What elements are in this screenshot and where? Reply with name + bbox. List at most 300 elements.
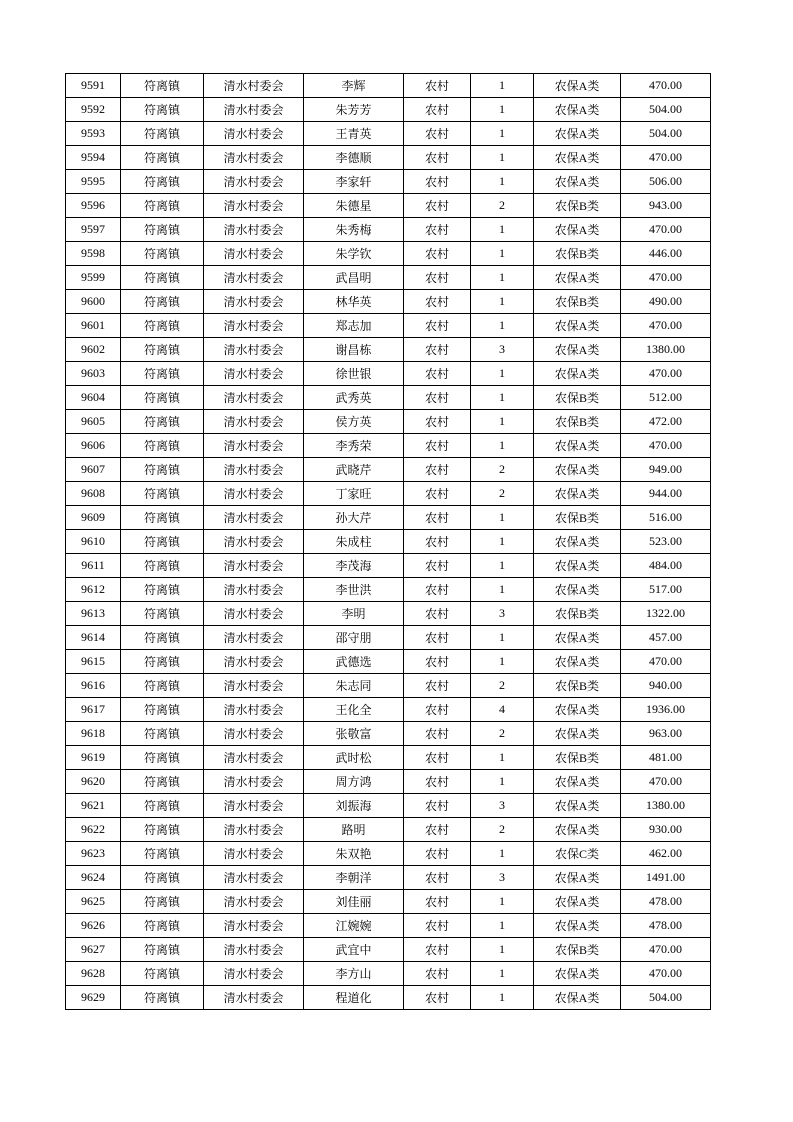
table-cell: 李方山	[304, 962, 404, 986]
table-cell: 农村	[404, 386, 471, 410]
table-cell: 9609	[66, 506, 121, 530]
table-cell: 9625	[66, 890, 121, 914]
table-cell: 农村	[404, 338, 471, 362]
table-cell: 符离镇	[121, 314, 204, 338]
table-row	[66, 986, 711, 1010]
table-cell: 农保A类	[534, 722, 621, 746]
table-cell: 郑志加	[304, 314, 404, 338]
table-cell: 1	[471, 626, 534, 650]
table-cell: 符离镇	[121, 242, 204, 266]
table-cell: 清水村委会	[204, 386, 304, 410]
table-row	[66, 506, 711, 530]
table-cell: 农村	[404, 98, 471, 122]
table-cell: 1	[471, 506, 534, 530]
table-cell: 农村	[404, 170, 471, 194]
table-cell: 符离镇	[121, 914, 204, 938]
table-cell: 1	[471, 170, 534, 194]
table-cell: 1	[471, 410, 534, 434]
table-cell: 9600	[66, 290, 121, 314]
table-cell: 清水村委会	[204, 194, 304, 218]
table-cell: 李德顺	[304, 146, 404, 170]
table-row	[66, 578, 711, 602]
table-cell: 农村	[404, 650, 471, 674]
table-cell: 940.00	[621, 674, 711, 698]
table-cell: 1936.00	[621, 698, 711, 722]
table-cell: 1	[471, 266, 534, 290]
table-cell: 478.00	[621, 890, 711, 914]
table-cell: 3	[471, 602, 534, 626]
table-cell: 农保A类	[534, 314, 621, 338]
table-cell: 农村	[404, 842, 471, 866]
table-cell: 符离镇	[121, 794, 204, 818]
table-row	[66, 410, 711, 434]
table-row	[66, 626, 711, 650]
table-cell: 9628	[66, 962, 121, 986]
table-cell: 清水村委会	[204, 890, 304, 914]
table-cell: 农保B类	[534, 506, 621, 530]
table-cell: 3	[471, 866, 534, 890]
table-cell: 470.00	[621, 266, 711, 290]
table-cell: 清水村委会	[204, 338, 304, 362]
table-cell: 符离镇	[121, 122, 204, 146]
table-cell: 1	[471, 362, 534, 386]
table-cell: 1	[471, 218, 534, 242]
table-cell: 963.00	[621, 722, 711, 746]
table-cell: 清水村委会	[204, 218, 304, 242]
table-cell: 清水村委会	[204, 98, 304, 122]
table-cell: 清水村委会	[204, 698, 304, 722]
table-row	[66, 890, 711, 914]
table-cell: 470.00	[621, 362, 711, 386]
table-cell: 程道化	[304, 986, 404, 1010]
table-cell: 侯方英	[304, 410, 404, 434]
table-cell: 9624	[66, 866, 121, 890]
table-cell: 9597	[66, 218, 121, 242]
table-cell: 农保B类	[534, 290, 621, 314]
table-cell: 朱志同	[304, 674, 404, 698]
table-cell: 470.00	[621, 938, 711, 962]
table-cell: 刘振海	[304, 794, 404, 818]
table-cell: 944.00	[621, 482, 711, 506]
table-row	[66, 530, 711, 554]
table-cell: 符离镇	[121, 722, 204, 746]
table-cell: 周方鸿	[304, 770, 404, 794]
table-cell: 农保A类	[534, 578, 621, 602]
table-cell: 农保B类	[534, 746, 621, 770]
table-cell: 清水村委会	[204, 986, 304, 1010]
table-cell: 符离镇	[121, 362, 204, 386]
table-cell: 符离镇	[121, 650, 204, 674]
table-cell: 农保A类	[534, 266, 621, 290]
table-cell: 农村	[404, 434, 471, 458]
table-cell: 农村	[404, 554, 471, 578]
table-cell: 符离镇	[121, 98, 204, 122]
table-row	[66, 362, 711, 386]
table-cell: 符离镇	[121, 962, 204, 986]
table-cell: 农保A类	[534, 698, 621, 722]
table-cell: 9596	[66, 194, 121, 218]
table-cell: 符离镇	[121, 866, 204, 890]
table-cell: 9623	[66, 842, 121, 866]
table-cell: 清水村委会	[204, 626, 304, 650]
table-cell: 1322.00	[621, 602, 711, 626]
table-cell: 470.00	[621, 314, 711, 338]
table-cell: 1	[471, 770, 534, 794]
table-cell: 符离镇	[121, 746, 204, 770]
table-cell: 清水村委会	[204, 482, 304, 506]
table-cell: 470.00	[621, 962, 711, 986]
table-row	[66, 602, 711, 626]
table-cell: 1	[471, 986, 534, 1010]
table-cell: 2	[471, 194, 534, 218]
table-cell: 符离镇	[121, 386, 204, 410]
table-cell: 9612	[66, 578, 121, 602]
table-cell: 470.00	[621, 146, 711, 170]
table-cell: 清水村委会	[204, 458, 304, 482]
table-cell: 9616	[66, 674, 121, 698]
table-cell: 农村	[404, 818, 471, 842]
table-cell: 孙大芹	[304, 506, 404, 530]
table-cell: 刘佳丽	[304, 890, 404, 914]
table-cell: 农保A类	[534, 914, 621, 938]
table-cell: 470.00	[621, 218, 711, 242]
table-cell: 农保A类	[534, 530, 621, 554]
table-cell: 9621	[66, 794, 121, 818]
table-row	[66, 242, 711, 266]
table-cell: 清水村委会	[204, 818, 304, 842]
table-cell: 农村	[404, 890, 471, 914]
table-row	[66, 818, 711, 842]
table-cell: 9618	[66, 722, 121, 746]
table-cell: 清水村委会	[204, 146, 304, 170]
table-cell: 1	[471, 386, 534, 410]
table-row	[66, 698, 711, 722]
table-cell: 1	[471, 74, 534, 98]
table-cell: 1	[471, 314, 534, 338]
table-cell: 1	[471, 290, 534, 314]
table-cell: 4	[471, 698, 534, 722]
table-cell: 清水村委会	[204, 794, 304, 818]
table-cell: 1	[471, 146, 534, 170]
table-cell: 9617	[66, 698, 121, 722]
table-row	[66, 722, 711, 746]
table-cell: 农保A类	[534, 866, 621, 890]
table-cell: 符离镇	[121, 602, 204, 626]
table-cell: 符离镇	[121, 218, 204, 242]
table-cell: 9611	[66, 554, 121, 578]
table-row	[66, 458, 711, 482]
table-cell: 清水村委会	[204, 578, 304, 602]
table-cell: 农保A类	[534, 98, 621, 122]
table-cell: 清水村委会	[204, 674, 304, 698]
table-row	[66, 386, 711, 410]
table-row	[66, 842, 711, 866]
table-cell: 农保A类	[534, 986, 621, 1010]
table-cell: 1	[471, 938, 534, 962]
table-cell: 943.00	[621, 194, 711, 218]
table-cell: 农保A类	[534, 458, 621, 482]
table-cell: 1	[471, 890, 534, 914]
table-cell: 9620	[66, 770, 121, 794]
table-cell: 2	[471, 722, 534, 746]
table-cell: 9613	[66, 602, 121, 626]
table-cell: 农保A类	[534, 650, 621, 674]
table-cell: 清水村委会	[204, 962, 304, 986]
table-cell: 1491.00	[621, 866, 711, 890]
table-cell: 农村	[404, 746, 471, 770]
table-cell: 481.00	[621, 746, 711, 770]
table-cell: 武时松	[304, 746, 404, 770]
table-row	[66, 98, 711, 122]
table-row	[66, 74, 711, 98]
table-cell: 清水村委会	[204, 362, 304, 386]
table-cell: 9603	[66, 362, 121, 386]
table-cell: 符离镇	[121, 194, 204, 218]
table-cell: 农保A类	[534, 146, 621, 170]
table-cell: 农保A类	[534, 626, 621, 650]
table-cell: 1	[471, 842, 534, 866]
table-cell: 清水村委会	[204, 842, 304, 866]
table-cell: 符离镇	[121, 626, 204, 650]
table-cell: 清水村委会	[204, 650, 304, 674]
table-cell: 9610	[66, 530, 121, 554]
table-cell: 农保A类	[534, 170, 621, 194]
table-cell: 邵守朋	[304, 626, 404, 650]
table-cell: 清水村委会	[204, 170, 304, 194]
table-cell: 清水村委会	[204, 242, 304, 266]
table-row	[66, 314, 711, 338]
table-cell: 9622	[66, 818, 121, 842]
table-cell: 470.00	[621, 650, 711, 674]
table-cell: 李家轩	[304, 170, 404, 194]
table-cell: 李明	[304, 602, 404, 626]
table-cell: 武昌明	[304, 266, 404, 290]
table-cell: 清水村委会	[204, 290, 304, 314]
table-cell: 符离镇	[121, 146, 204, 170]
table-row	[66, 914, 711, 938]
table-cell: 9598	[66, 242, 121, 266]
table-cell: 9592	[66, 98, 121, 122]
table-cell: 江婉婉	[304, 914, 404, 938]
table-cell: 符离镇	[121, 434, 204, 458]
table-cell: 506.00	[621, 170, 711, 194]
table-cell: 农村	[404, 578, 471, 602]
table-cell: 504.00	[621, 986, 711, 1010]
table-cell: 9607	[66, 458, 121, 482]
table-cell: 清水村委会	[204, 914, 304, 938]
table-cell: 9605	[66, 410, 121, 434]
table-cell: 9615	[66, 650, 121, 674]
table-cell: 9619	[66, 746, 121, 770]
table-cell: 符离镇	[121, 818, 204, 842]
table-cell: 符离镇	[121, 890, 204, 914]
table-cell: 农保A类	[534, 770, 621, 794]
table-cell: 9629	[66, 986, 121, 1010]
table-cell: 农保B类	[534, 194, 621, 218]
table-cell: 2	[471, 458, 534, 482]
table-row	[66, 194, 711, 218]
table-cell: 农村	[404, 674, 471, 698]
table-row	[66, 770, 711, 794]
table-cell: 农村	[404, 242, 471, 266]
table-cell: 1	[471, 554, 534, 578]
table-cell: 农村	[404, 290, 471, 314]
table-cell: 1	[471, 578, 534, 602]
table-cell: 504.00	[621, 122, 711, 146]
table-cell: 李辉	[304, 74, 404, 98]
table-cell: 512.00	[621, 386, 711, 410]
table-row	[66, 938, 711, 962]
table-cell: 农村	[404, 698, 471, 722]
table-cell: 符离镇	[121, 74, 204, 98]
table-cell: 清水村委会	[204, 746, 304, 770]
table-cell: 517.00	[621, 578, 711, 602]
table-cell: 9606	[66, 434, 121, 458]
table-row	[66, 866, 711, 890]
table-cell: 李世洪	[304, 578, 404, 602]
table-cell: 9626	[66, 914, 121, 938]
table-cell: 9594	[66, 146, 121, 170]
table-cell: 农村	[404, 794, 471, 818]
table-cell: 470.00	[621, 74, 711, 98]
table-cell: 农村	[404, 962, 471, 986]
table-cell: 农保B类	[534, 938, 621, 962]
table-cell: 李朝洋	[304, 866, 404, 890]
table-cell: 清水村委会	[204, 314, 304, 338]
table-cell: 农村	[404, 866, 471, 890]
table-cell: 农保B类	[534, 602, 621, 626]
table-cell: 清水村委会	[204, 410, 304, 434]
table-row	[66, 554, 711, 578]
table-cell: 农保A类	[534, 122, 621, 146]
table-cell: 农村	[404, 530, 471, 554]
table-cell: 农村	[404, 194, 471, 218]
table-cell: 清水村委会	[204, 722, 304, 746]
table-cell: 9614	[66, 626, 121, 650]
table-cell: 清水村委会	[204, 506, 304, 530]
table-cell: 张敬富	[304, 722, 404, 746]
table-cell: 470.00	[621, 770, 711, 794]
table-cell: 农村	[404, 506, 471, 530]
table-cell: 2	[471, 818, 534, 842]
table-cell: 9602	[66, 338, 121, 362]
table-cell: 484.00	[621, 554, 711, 578]
table-cell: 农保B类	[534, 410, 621, 434]
table-cell: 清水村委会	[204, 434, 304, 458]
table-cell: 清水村委会	[204, 938, 304, 962]
table-cell: 符离镇	[121, 578, 204, 602]
table-cell: 9593	[66, 122, 121, 146]
table-cell: 农保A类	[534, 338, 621, 362]
table-cell: 农保A类	[534, 554, 621, 578]
table-cell: 农保A类	[534, 794, 621, 818]
table-cell: 9627	[66, 938, 121, 962]
table-cell: 李秀荣	[304, 434, 404, 458]
table-cell: 符离镇	[121, 266, 204, 290]
table-cell: 9608	[66, 482, 121, 506]
table-cell: 清水村委会	[204, 554, 304, 578]
table-cell: 农保A类	[534, 890, 621, 914]
table-row	[66, 122, 711, 146]
table-row	[66, 746, 711, 770]
table-cell: 符离镇	[121, 986, 204, 1010]
table-cell: 1	[471, 914, 534, 938]
table-cell: 1380.00	[621, 338, 711, 362]
insurance-roster-table	[65, 73, 711, 1010]
table-cell: 9604	[66, 386, 121, 410]
table-cell: 符离镇	[121, 338, 204, 362]
table-cell: 1	[471, 962, 534, 986]
table-cell: 符离镇	[121, 770, 204, 794]
table-cell: 农村	[404, 266, 471, 290]
table-cell: 农村	[404, 314, 471, 338]
table-cell: 符离镇	[121, 506, 204, 530]
table-cell: 农村	[404, 410, 471, 434]
table-cell: 9591	[66, 74, 121, 98]
table-cell: 农保C类	[534, 842, 621, 866]
table-cell: 李茂海	[304, 554, 404, 578]
table-cell: 符离镇	[121, 938, 204, 962]
table-cell: 农保A类	[534, 74, 621, 98]
table-row	[66, 794, 711, 818]
table-cell: 谢昌栋	[304, 338, 404, 362]
table-cell: 朱成柱	[304, 530, 404, 554]
table-cell: 446.00	[621, 242, 711, 266]
table-cell: 符离镇	[121, 482, 204, 506]
table-cell: 朱芳芳	[304, 98, 404, 122]
table-cell: 1380.00	[621, 794, 711, 818]
table-cell: 470.00	[621, 434, 711, 458]
table-cell: 朱德星	[304, 194, 404, 218]
table-cell: 478.00	[621, 914, 711, 938]
table-cell: 符离镇	[121, 698, 204, 722]
table-cell: 符离镇	[121, 554, 204, 578]
table-cell: 2	[471, 482, 534, 506]
table-cell: 农村	[404, 626, 471, 650]
table-cell: 3	[471, 794, 534, 818]
table-cell: 农保A类	[534, 362, 621, 386]
table-cell: 1	[471, 650, 534, 674]
table-cell: 武宜中	[304, 938, 404, 962]
table-cell: 1	[471, 98, 534, 122]
table-cell: 1	[471, 242, 534, 266]
table-cell: 949.00	[621, 458, 711, 482]
table-cell: 472.00	[621, 410, 711, 434]
table-row	[66, 674, 711, 698]
table-cell: 符离镇	[121, 410, 204, 434]
table-cell: 462.00	[621, 842, 711, 866]
table-cell: 符离镇	[121, 842, 204, 866]
table-row	[66, 146, 711, 170]
table-cell: 农村	[404, 146, 471, 170]
table-cell: 符离镇	[121, 674, 204, 698]
table-cell: 农保A类	[534, 434, 621, 458]
table-cell: 1	[471, 122, 534, 146]
table-cell: 农村	[404, 770, 471, 794]
table-cell: 徐世银	[304, 362, 404, 386]
table-cell: 武晓芹	[304, 458, 404, 482]
table-cell: 丁家旺	[304, 482, 404, 506]
table-cell: 符离镇	[121, 530, 204, 554]
table-cell: 农保A类	[534, 218, 621, 242]
table-cell: 王青英	[304, 122, 404, 146]
table-cell: 符离镇	[121, 170, 204, 194]
table-row	[66, 434, 711, 458]
table-cell: 农村	[404, 218, 471, 242]
table-row	[66, 218, 711, 242]
table-row	[66, 962, 711, 986]
table-cell: 朱双艳	[304, 842, 404, 866]
